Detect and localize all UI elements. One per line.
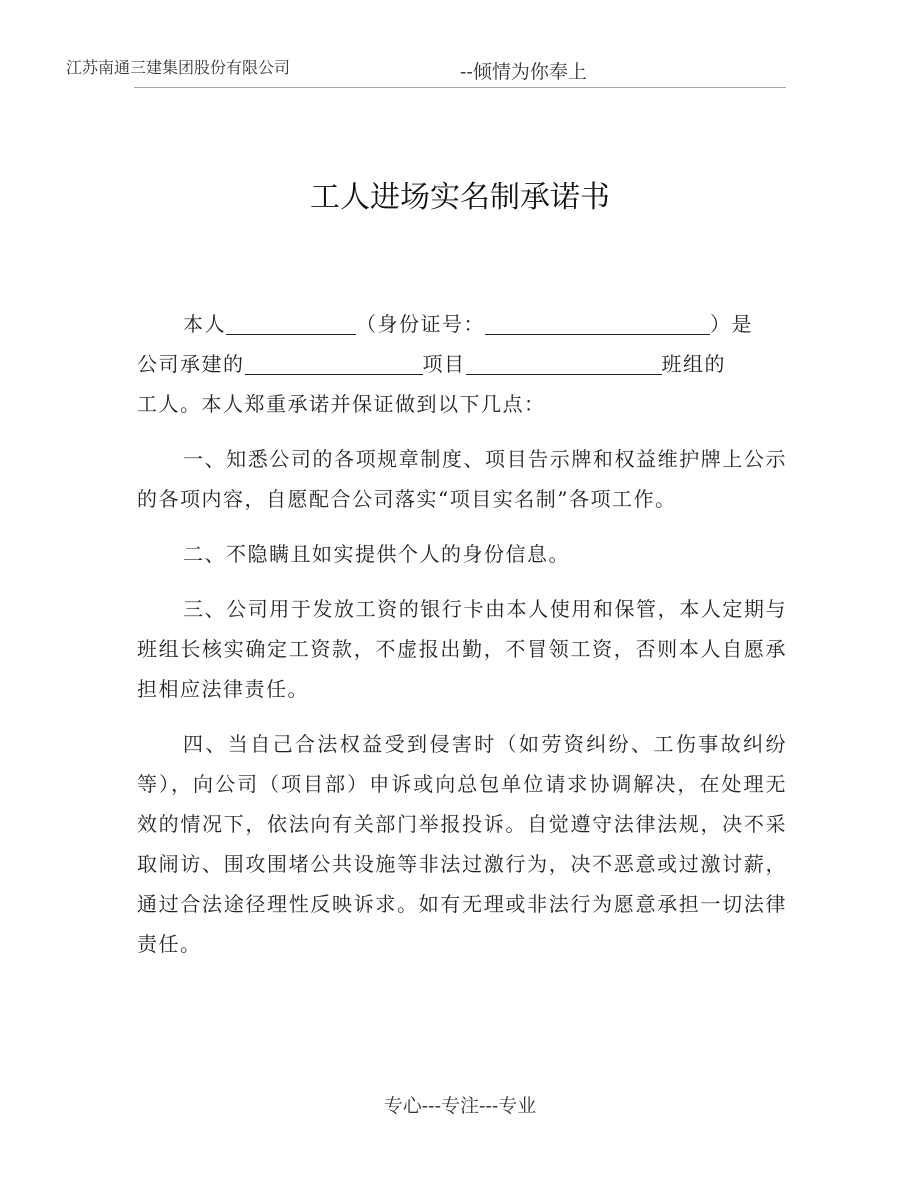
company-name: 江苏南通三建集团股份有限公司 — [66, 58, 291, 77]
clause-4: 四、当自己合法权益受到侵害时（如劳资纠纷、工伤事故纠纷等），向公司（项目部）申诉或向总包单位请求协调解决，在处理无效的情况下，依法向有关部门举报投诉。自觉遵守法律法规，决不采取闹访、围攻围堵公共设施等非法过激行为，决不恶意或过激讨薪，通过合法途径理性反映诉求。如有无理或非法行为愿意承担一切法律责任。 — [137, 732, 787, 956]
header-divider — [134, 87, 786, 88]
intro-paragraph — [137, 304, 787, 424]
clause-2: 二、不隐瞒且如实提供个人的身份信息。 — [183, 542, 570, 566]
intro-text-id: （身份证号： — [356, 312, 485, 336]
team-blank-field[interactable] — [466, 350, 662, 375]
id-number-blank-field[interactable] — [485, 310, 710, 335]
intro-text-team: 班组的 — [661, 352, 726, 376]
intro-text-company: 公司承建的 — [137, 352, 245, 376]
intro-text-self: 本人 — [183, 312, 226, 336]
clause-1: 一、知悉公司的各项规章制度、项目告示牌和权益维护牌上公示的各项内容，自愿配合公司落实“项目实名制”各项工作。 — [137, 447, 787, 511]
intro-text-is: ）是 — [710, 312, 753, 336]
header-tagline: --倾情为你奉上 — [460, 61, 587, 83]
page-footer: 专心---专注---专业 — [383, 1095, 537, 1117]
intro-text-promise: 工人。本人郑重承诺并保证做到以下几点： — [137, 392, 546, 416]
document-body — [137, 304, 787, 964]
project-blank-field[interactable] — [245, 350, 423, 375]
clause-3: 三、公司用于发放工资的银行卡由本人使用和保管，本人定期与班组长核实确定工资款，不虚报出勤，不冒领工资，否则本人自愿承担相应法律责任。 — [137, 597, 787, 701]
intro-text-project: 项目 — [422, 352, 466, 376]
name-blank-field[interactable] — [226, 310, 356, 335]
document-title: 工人进场实名制承诺书 — [310, 180, 610, 215]
